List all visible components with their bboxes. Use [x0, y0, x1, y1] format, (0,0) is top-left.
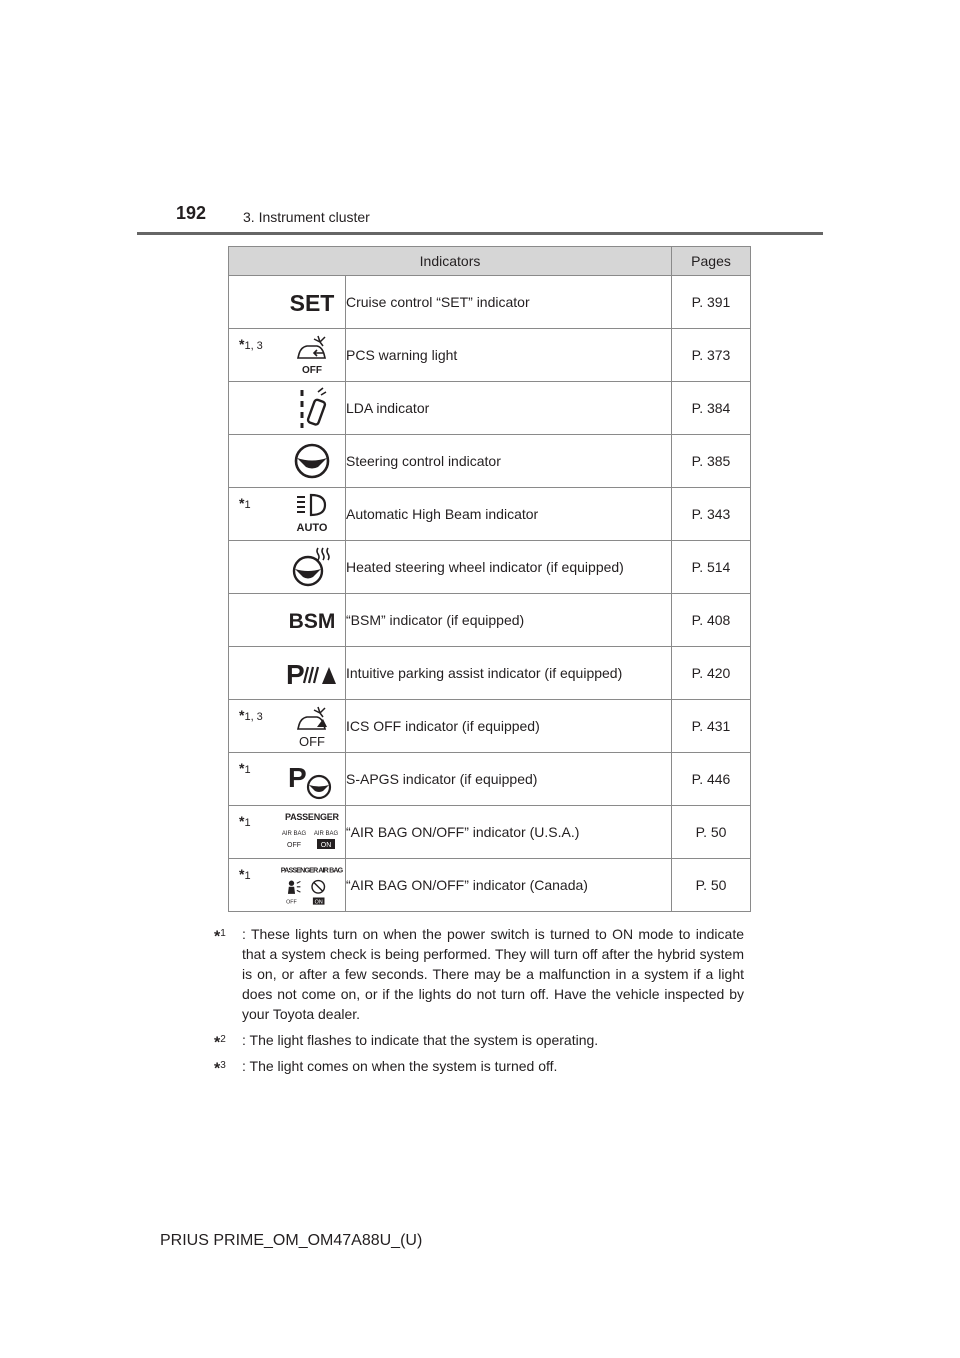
- indicator-name: S-APGS indicator (if equipped): [346, 753, 672, 806]
- footnote-marker: *1: [239, 866, 251, 882]
- indicator-cell: [229, 382, 346, 435]
- table-row: [229, 435, 751, 488]
- page-reference: P. 385: [672, 435, 751, 488]
- footnote-marker: *1, 3: [239, 336, 263, 352]
- table-row: [229, 647, 751, 700]
- indicator-cell: [229, 700, 346, 753]
- indicator-cell: [229, 806, 346, 859]
- indicator-name: “AIR BAG ON/OFF” indicator (U.S.A.): [346, 806, 672, 859]
- steering-wheel-icon: [279, 435, 345, 487]
- footnote-marker: *1: [239, 495, 251, 511]
- table-row: [229, 859, 751, 912]
- footnote-2: [214, 1030, 744, 1050]
- pcs-warning-icon: [279, 329, 345, 381]
- indicator-cell: [229, 329, 346, 382]
- page-number: 192: [176, 203, 207, 223]
- airbag-canada-icon: [279, 859, 345, 911]
- indicator-name: LDA indicator: [346, 382, 672, 435]
- airbag-usa-icon: [279, 806, 345, 858]
- table-row: [229, 806, 751, 859]
- page-reference: P. 50: [672, 859, 751, 912]
- page-reference: P. 391: [672, 276, 751, 329]
- table-row: [229, 382, 751, 435]
- indicator-cell: [229, 594, 346, 647]
- ics-off-icon: [279, 700, 345, 752]
- section-title: 3. Instrument cluster: [243, 209, 370, 225]
- indicator-cell: [229, 541, 346, 594]
- footnote-3: [214, 1056, 744, 1076]
- page-reference: P. 420: [672, 647, 751, 700]
- footnote-marker: *$^3$: [214, 1060, 226, 1078]
- indicators-table: [228, 246, 751, 912]
- indicator-name: Steering control indicator: [346, 435, 672, 488]
- bsm-icon-text: BSM: [288, 610, 336, 633]
- parking-p-text: P: [286, 659, 305, 690]
- page-reference: P. 408: [672, 594, 751, 647]
- ics-off-text: OFF: [299, 734, 325, 749]
- footnote-marker: *$^1$: [214, 928, 226, 946]
- column-header-indicators: Indicators: [229, 247, 672, 276]
- table-row: [229, 753, 751, 806]
- indicator-cell: [229, 435, 346, 488]
- indicator-name: Cruise control “SET” indicator: [346, 276, 672, 329]
- footnote-marker: *$^2$: [214, 1034, 226, 1052]
- page-reference: P. 50: [672, 806, 751, 859]
- table-row: [229, 700, 751, 753]
- indicator-name: “BSM” indicator (if equipped): [346, 594, 672, 647]
- table-row: [229, 276, 751, 329]
- svg-text:ON: ON: [320, 842, 332, 849]
- footnote-marker: *1: [239, 813, 251, 829]
- pcs-off-text: OFF: [302, 365, 322, 376]
- svg-text:OFF: OFF: [287, 842, 301, 849]
- indicator-name: ICS OFF indicator (if equipped): [346, 700, 672, 753]
- indicator-name: Intuitive parking assist indicator (if equipped): [346, 647, 672, 700]
- page-reference: P. 514: [672, 541, 751, 594]
- column-header-pages: Pages: [672, 247, 751, 276]
- svg-text:OFF: OFF: [286, 899, 297, 906]
- page-reference: P. 373: [672, 329, 751, 382]
- indicator-name: Automatic High Beam indicator: [346, 488, 672, 541]
- indicator-name: Heated steering wheel indicator (if equipped): [346, 541, 672, 594]
- table-row: [229, 488, 751, 541]
- indicator-cell: [229, 753, 346, 806]
- page-reference: P. 446: [672, 753, 751, 806]
- table-row: [229, 594, 751, 647]
- lda-icon: [279, 382, 345, 434]
- page-reference: P. 431: [672, 700, 751, 753]
- document-footer: PRIUS PRIME_OM_OM47A88U_(U): [160, 1232, 423, 1249]
- svg-text:PASSENGER: PASSENGER: [285, 812, 339, 822]
- table-row: [229, 541, 751, 594]
- svg-text:AIR BAG: AIR BAG: [313, 831, 339, 837]
- heated-steering-icon: [279, 541, 345, 593]
- footnote-text: : The light comes on when the system is turned off.: [242, 1058, 558, 1074]
- parking-assist-icon: [279, 647, 345, 699]
- page-reference: P. 384: [672, 382, 751, 435]
- set-icon-text: SET: [289, 290, 335, 316]
- bsm-icon: [279, 594, 345, 646]
- set-icon: [279, 276, 345, 328]
- header-rule: [137, 232, 823, 235]
- svg-text:PASSENGER AIR BAG: PASSENGER AIR BAG: [280, 866, 344, 875]
- footnote-1: [214, 924, 744, 1024]
- indicator-cell: [229, 647, 346, 700]
- table-row: [229, 329, 751, 382]
- indicator-name: “AIR BAG ON/OFF” indicator (Canada): [346, 859, 672, 912]
- indicator-cell: [229, 488, 346, 541]
- footnote-text: : These lights turn on when the power switch is turned to ON mode to indicate that a system check is being performed. They will turn off after the hybrid system is on, or after a few seconds. There may be a malfunction in a system if a light does not come on, or if the lights do not turn off. Have the vehicle inspected by your Toyota dealer.: [242, 926, 744, 1022]
- page-reference: P. 343: [672, 488, 751, 541]
- indicator-cell: [229, 859, 346, 912]
- footnote-marker: *1, 3: [239, 707, 263, 723]
- auto-text: AUTO: [296, 522, 328, 534]
- indicator-name: PCS warning light: [346, 329, 672, 382]
- svg-text:ON: ON: [314, 899, 323, 906]
- indicator-cell: [229, 276, 346, 329]
- footnote-marker: *1: [239, 760, 251, 776]
- auto-high-beam-icon: [279, 488, 345, 540]
- svg-text:AIR BAG: AIR BAG: [281, 831, 307, 837]
- s-apgs-p-text: P: [288, 762, 307, 793]
- footnote-text: : The light flashes to indicate that the system is operating.: [242, 1032, 599, 1048]
- s-apgs-icon: [279, 753, 345, 805]
- table-header-row: [229, 247, 751, 276]
- footnotes: [214, 924, 744, 1082]
